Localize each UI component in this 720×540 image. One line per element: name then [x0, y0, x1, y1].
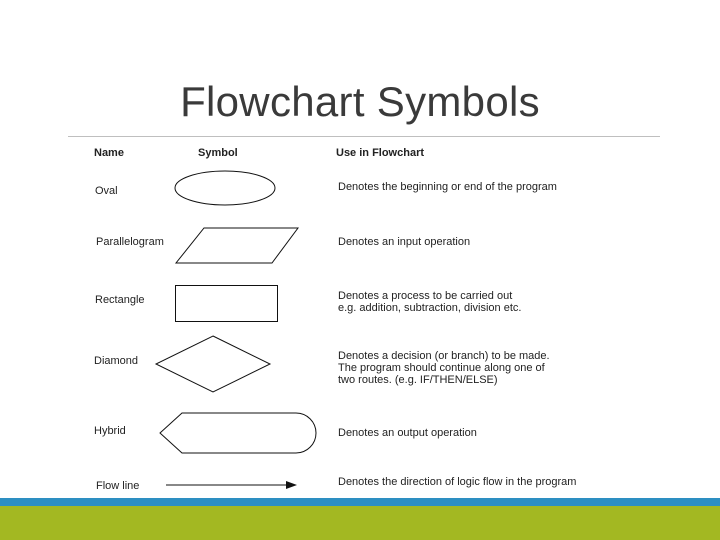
- row-rectangle-use-1: Denotes a process to be carried out: [338, 290, 513, 302]
- footer-band: [0, 506, 720, 540]
- row-hybrid-name: Hybrid: [94, 425, 126, 437]
- row-diamond-use-1: Denotes a decision (or branch) to be made.: [338, 350, 550, 362]
- row-diamond-name: Diamond: [94, 355, 139, 367]
- header-use: Use in Flowchart: [336, 147, 425, 159]
- row-parallelogram-use: Denotes an input operation: [338, 236, 471, 248]
- header-symbol: Symbol: [198, 147, 238, 159]
- row-oval-name: Oval: [95, 185, 118, 197]
- rectangle-icon: [174, 284, 280, 324]
- oval-icon: [172, 168, 278, 208]
- parallelogram-icon: [172, 226, 302, 266]
- row-flowline-name: Flow line: [96, 480, 140, 492]
- title-divider: [68, 136, 660, 137]
- row-rectangle-name: Rectangle: [95, 294, 145, 306]
- hybrid-icon: [156, 410, 322, 456]
- row-hybrid-use: Denotes an output operation: [338, 427, 477, 439]
- row-parallelogram-name: Parallelogram: [96, 236, 164, 248]
- row-flowline-use: Denotes the direction of logic flow in the program: [338, 476, 577, 488]
- slide-title: Flowchart Symbols: [180, 78, 540, 125]
- row-diamond-use-3: two routes. (e.g. IF/THEN/ELSE): [338, 374, 498, 386]
- arrow-icon: [164, 478, 300, 492]
- row-diamond-use-2: The program should continue along one of: [338, 362, 545, 374]
- row-oval-use: Denotes the beginning or end of the program: [338, 181, 557, 193]
- footer-accent-bar: [0, 498, 720, 506]
- header-name: Name: [94, 147, 124, 159]
- diamond-icon: [152, 334, 274, 394]
- row-rectangle-use-2: e.g. addition, subtraction, division etc.: [338, 302, 522, 314]
